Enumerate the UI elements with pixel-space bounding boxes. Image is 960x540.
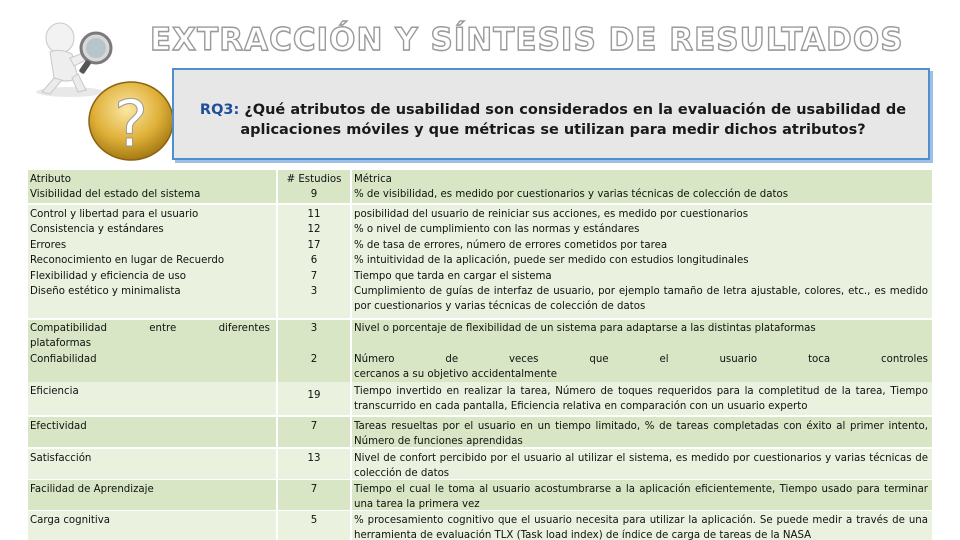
row-studies: 19 (307, 390, 321, 401)
header-studies: # Estudios (286, 174, 342, 185)
row-metric: Número de veces que el usuario toca controles (354, 353, 928, 365)
row-attribute: Facilidad de Aprendizaje (30, 484, 154, 495)
slide-title: EXTRACCIÓN Y SÍNTESIS DE RESULTADOS (150, 22, 904, 58)
row-attribute: Flexibilidad y eficiencia de uso (30, 270, 187, 282)
row-metric: posibilidad del usuario de reiniciar sus acciones, es medido por cuestionarios (354, 209, 749, 220)
table-row (28, 382, 932, 415)
row-attribute: Confiabilidad (30, 353, 97, 365)
row-attribute: Eficiencia (30, 386, 79, 397)
row-metric: Tiempo que tarda en cargar el sistema (354, 270, 552, 282)
row-attribute: Control y libertad para el usuario (30, 209, 199, 220)
row-studies: 7 (310, 270, 318, 282)
row-studies: 5 (310, 515, 318, 526)
row-attribute: Efectividad (30, 421, 87, 432)
table-row (28, 511, 932, 540)
row-attribute: Carga cognitiva (30, 515, 110, 526)
row-studies: 12 (307, 224, 321, 236)
question-tag: RQ3: (199, 102, 240, 118)
row-metric: cercanos a su objetivo accidentalmente (354, 369, 557, 381)
row-studies: 2 (310, 353, 318, 365)
row-studies: 7 (310, 484, 318, 495)
row-studies: 6 (310, 255, 318, 267)
table-header-row (28, 170, 932, 203)
row-metric: % de tasa de errores, número de errores cometidos por tarea (354, 239, 668, 251)
row-metric: % de visibilidad, es medido por cuestionarios y varias técnicas de colección de datos (354, 189, 789, 201)
question-badge-icon (86, 80, 176, 162)
row-studies: 17 (307, 239, 321, 251)
row-attribute: Diseño estético y minimalista (30, 286, 181, 298)
row-metric: % procesamiento cognitivo que el usuario necesita para utilizar la aplicación. Se puede medir a través de una herramienta de evaluación TLX (Task load index) de índice de carga de tareas de la NASA (354, 515, 928, 540)
table-row-group (28, 320, 932, 382)
header-attribute: Atributo (30, 174, 71, 185)
row-metric: Tareas resueltas por el usuario en un tiempo limitado, % de tareas completadas con éxito al primer intento, Número de funciones aprendidas (354, 421, 928, 448)
row-attribute: Reconocimiento en lugar de Recuerdo (30, 255, 225, 267)
row-metric: % intuitividad de la aplicación, puede ser medido con estudios longitudinales (354, 255, 749, 267)
header-metric: Métrica (354, 174, 392, 185)
row-attribute: Consistencia y estándares (30, 224, 164, 236)
row-studies: 13 (307, 453, 321, 464)
row-attribute: Compatibilidad entre diferentes (30, 323, 270, 334)
row-attribute: Visibilidad del estado del sistema (30, 189, 201, 201)
row-attribute: Satisfacción (30, 453, 92, 464)
row-studies: 3 (310, 323, 318, 334)
table-row (28, 480, 932, 510)
row-metric: Nivel o porcentaje de flexibilidad de un sistema para adaptarse a las distintas plataformas (354, 323, 816, 334)
row-metric: % o nivel de cumplimiento con las normas y estándares (354, 224, 640, 236)
table-row (28, 417, 932, 447)
row-studies: 7 (310, 421, 318, 432)
table-row-group (28, 205, 932, 318)
row-attribute: plataformas (30, 338, 92, 350)
research-question (192, 100, 914, 140)
row-studies: 11 (307, 209, 321, 220)
row-attribute: Errores (30, 239, 67, 251)
row-studies: 3 (310, 286, 318, 298)
question-symbol: ? (114, 88, 148, 162)
row-studies: 9 (310, 189, 318, 201)
research-question-box (172, 68, 930, 160)
table-row (28, 449, 932, 479)
row-metric: Nivel de confort percibido por el usuario al utilizar el sistema, es medido por cuestionarios y varias técnicas de colección de datos (354, 453, 928, 480)
row-metric: Tiempo el cual le toma al usuario acostumbrarse a la aplicación eficientemente, Tiempo usado para terminar una tarea la primera vez (354, 484, 928, 511)
usability-metrics-table (28, 170, 932, 540)
row-metric: Cumplimiento de guías de interfaz de usuario, por ejemplo tamaño de letra ajustable, colores, etc., es medido por cuestionarios y varias técnicas de colección de datos (354, 286, 928, 313)
row-metric: Tiempo invertido en realizar la tarea, Número de toques requeridos para la completitud de la tarea, Tiempo transcurrido en cada pantalla, Eficiencia relativa en comparación con un usuario experto (354, 386, 928, 413)
question-text: ¿Qué atributos de usabilidad son considerados en la evaluación de usabilidad de aplicaciones móviles y que métricas se utilizan para medir dichos atributos? (240, 102, 907, 138)
